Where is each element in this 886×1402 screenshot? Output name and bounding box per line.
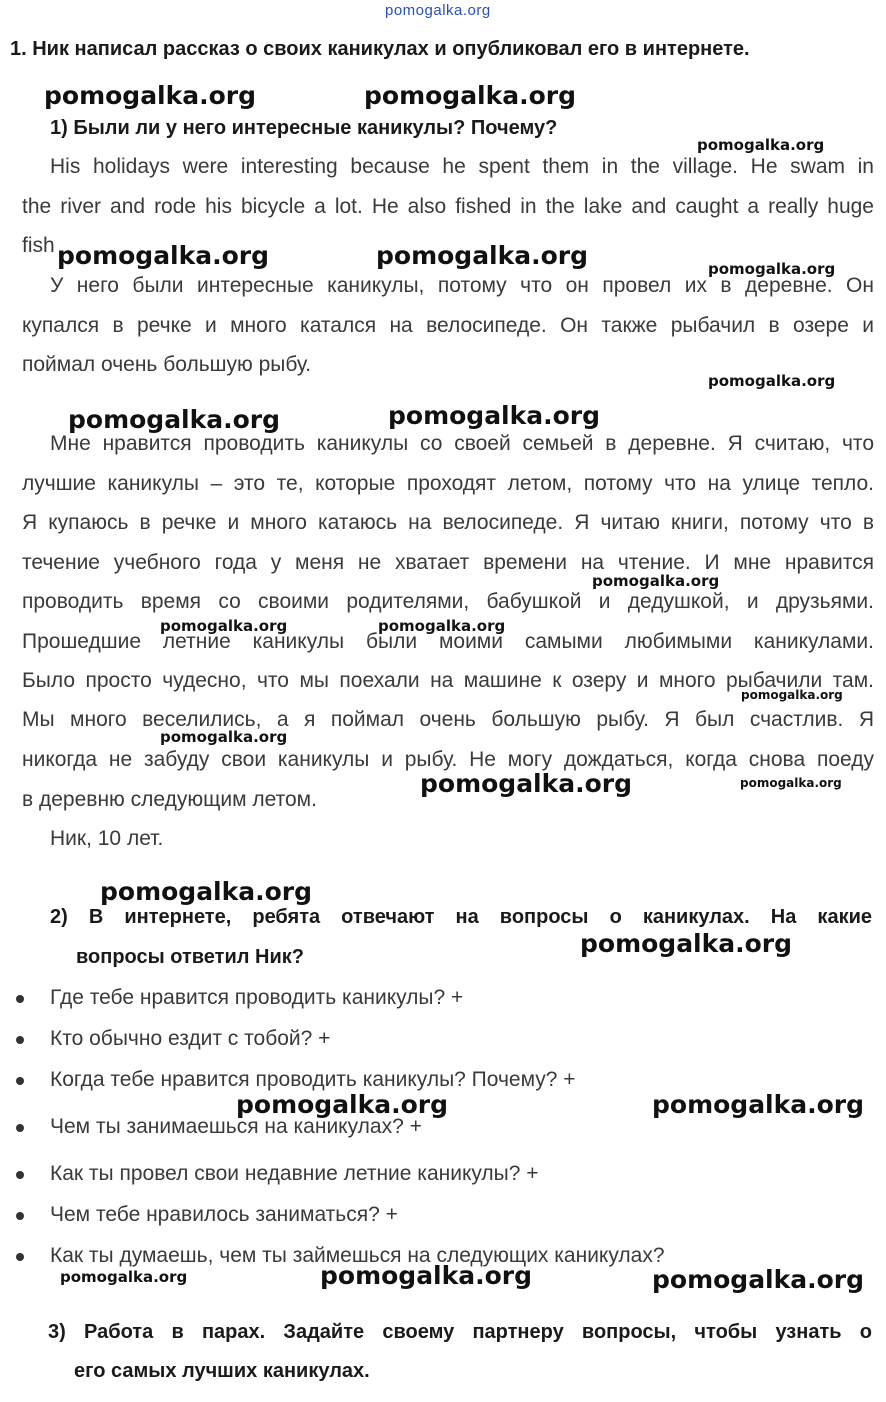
story-signature: Ник, 10 лет.	[50, 827, 164, 850]
story-line: Мне нравится проводить каникулы со своей семьей в деревне. Я считаю, что	[50, 432, 874, 455]
bullet-icon	[16, 1077, 24, 1085]
watermark: pomogalka.org	[364, 81, 577, 110]
watermark: pomogalka.org	[160, 728, 288, 746]
bullet-icon	[16, 1212, 24, 1220]
watermark: pomogalka.org	[388, 401, 601, 430]
answer-ru-line: У него были интересные каникулы, потому что он провел их в деревне. Он	[50, 274, 874, 297]
list-item: Где тебе нравится проводить каникулы? +	[50, 986, 464, 1009]
list-item: Чем тебе нравилось заниматься? +	[50, 1203, 398, 1226]
question-2-heading: 2) В интернете, ребята отвечают на вопросы о каникулах. На какие	[50, 906, 872, 928]
story-line: течение учебного года у меня не хватает времени на чтение. И мне нравится	[22, 551, 874, 574]
story-line: Я купаюсь в речке и много катаюсь на велосипеде. Я читаю книги, потому что в	[22, 511, 874, 534]
question-2-heading-cont: вопросы ответил Ник?	[76, 946, 304, 968]
story-line: проводить время со своими родителями, бабушкой и дедушкой, и друзьями.	[22, 590, 874, 613]
list-item: Чем ты занимаешься на каникулах? +	[50, 1115, 422, 1138]
watermark: pomogalka.org	[697, 136, 825, 154]
watermark: pomogalka.org	[420, 769, 633, 798]
watermark: pomogalka.org	[320, 1261, 533, 1290]
bullet-icon	[16, 995, 24, 1003]
list-item: Как ты думаешь, чем ты займешься на следующих каникулах?	[50, 1244, 665, 1267]
watermark: pomogalka.org	[44, 81, 257, 110]
story-line: Было просто чудесно, что мы поехали на машине к озеру и много рыбачили там.	[22, 669, 874, 692]
watermark: pomogalka.org	[378, 617, 506, 635]
header-watermark: pomogalka.org	[385, 2, 491, 19]
question-1-heading: 1) Были ли у него интересные каникулы? Почему?	[50, 117, 558, 139]
watermark: pomogalka.org	[580, 929, 793, 958]
bullet-icon	[16, 1124, 24, 1132]
watermark: pomogalka.org	[376, 241, 589, 270]
story-line: никогда не забуду свои каникулы и рыбу. Не могу дождаться, когда снова поеду	[22, 748, 874, 771]
watermark: pomogalka.org	[68, 405, 281, 434]
watermark: pomogalka.org	[708, 372, 836, 390]
watermark: pomogalka.org	[160, 617, 288, 635]
question-3-heading-cont: его самых лучших каникулах.	[74, 1360, 370, 1382]
watermark: pomogalka.org	[740, 776, 842, 790]
story-line: Мы много веселились, а я поймал очень большую рыбу. Я был счастлив. Я	[22, 708, 874, 731]
answer-en-line: His holidays were interesting because he spent them in the village. He swam in	[50, 155, 874, 178]
watermark: pomogalka.org	[652, 1090, 865, 1119]
watermark: pomogalka.org	[708, 260, 836, 278]
watermark: pomogalka.org	[236, 1090, 449, 1119]
bullet-icon	[16, 1171, 24, 1179]
watermark: pomogalka.org	[652, 1265, 865, 1294]
answer-ru-line: поймал очень большую рыбу.	[22, 353, 312, 376]
watermark: pomogalka.org	[60, 1268, 188, 1286]
story-line: лучшие каникулы – это те, которые проходят летом, потому что на улице тепло.	[22, 472, 874, 495]
story-line: Прошедшие летние каникулы были моими самыми любимыми каникулами.	[22, 630, 874, 653]
watermark: pomogalka.org	[57, 241, 270, 270]
task-title: 1. Ник написал рассказ о своих каникулах и опубликовал его в интернете.	[10, 38, 750, 60]
list-item: Кто обычно ездит с тобой? +	[50, 1027, 331, 1050]
bullet-icon	[16, 1036, 24, 1044]
watermark: pomogalka.org	[592, 572, 720, 590]
answer-en-line: fish	[22, 234, 55, 257]
answer-ru-line: купался в речке и много катался на велосипеде. Он также рыбачил в озере и	[22, 314, 874, 337]
list-item: Когда тебе нравится проводить каникулы? Почему? +	[50, 1068, 576, 1091]
story-line: в деревню следующим летом.	[22, 788, 317, 811]
list-item: Как ты провел свои недавние летние каникулы? +	[50, 1162, 539, 1185]
question-3-heading: 3) Работа в парах. Задайте своему партнеру вопросы, чтобы узнать о	[48, 1321, 872, 1343]
watermark: pomogalka.org	[741, 688, 843, 702]
watermark: pomogalka.org	[100, 877, 313, 906]
bullet-icon	[16, 1253, 24, 1261]
answer-en-line: the river and rode his bicycle a lot. He also fished in the lake and caught a really huge	[22, 195, 874, 218]
